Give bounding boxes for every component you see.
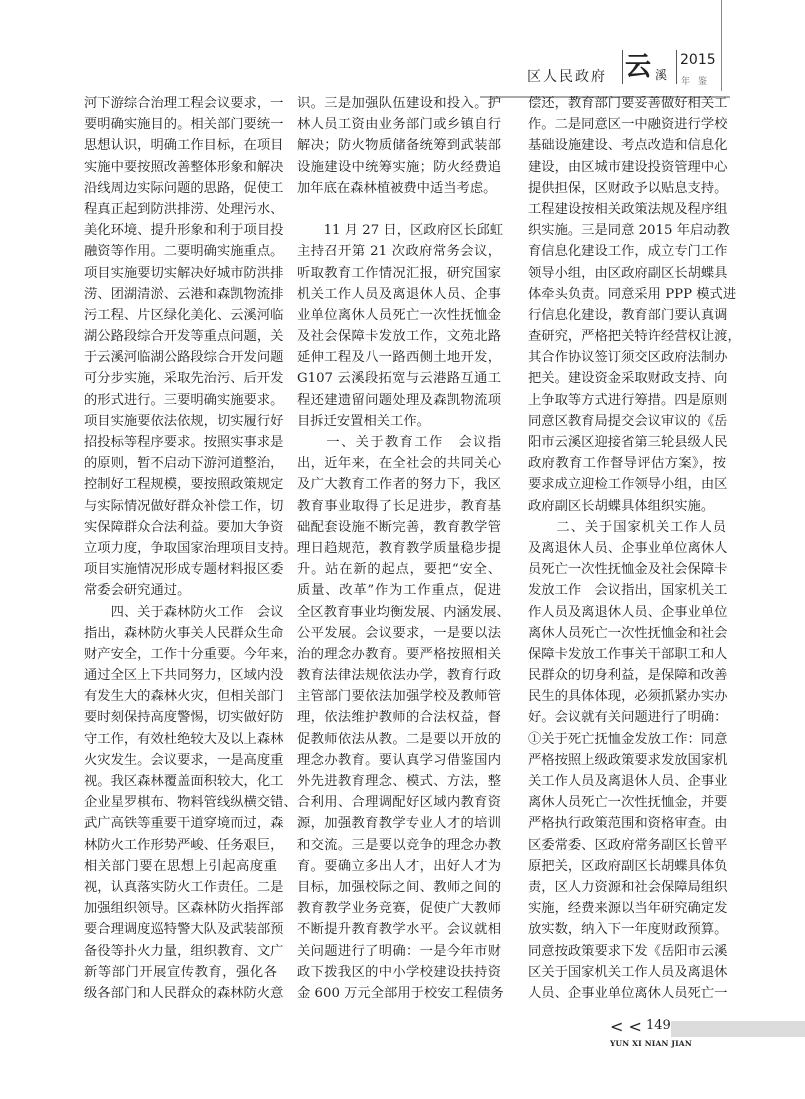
text-line: 加年底在森林植被费中适当考虑。 xyxy=(297,180,497,196)
text-line: 火灾发生。会议要求，一是高度重 xyxy=(84,752,284,768)
text-line: 外先进教育理念、模式、方法，整 xyxy=(297,774,501,789)
text-line: 查研究，严格把关特许经营权让渡， xyxy=(528,329,741,345)
text-line: 和交流。三是要以竞争的理念办教 xyxy=(297,837,501,853)
text-line: 有发生大的森林火灾，但相关部门 xyxy=(84,689,284,705)
text-line: 责，区人力资源和社会保障局组织 xyxy=(528,879,728,895)
text-line: 政下拨我区的中小学校建设扶持资 xyxy=(297,964,501,980)
text-column-1 xyxy=(84,93,297,1004)
text-line: 要时刻保持高度警惕，切实做好防 xyxy=(84,710,284,726)
text-line: 区关于国家机关工作人员及离退休 xyxy=(528,964,728,980)
text-line: 实施中要按照改善整体形象和解决 xyxy=(84,159,284,175)
text-line: 沿线周边实际问题的思路，促使工 xyxy=(84,180,284,196)
text-line: 于云溪河临湖公路段综合开发问题 xyxy=(84,350,284,366)
text-line: 要求成立迎检工作领导小组，由区 xyxy=(528,477,728,493)
logo-xi: 溪 xyxy=(655,68,668,82)
text-line: 及社会保障卡发放工作，文苑北路 xyxy=(297,329,501,345)
text-line: 指出，森林防火事关人民群众生命 xyxy=(84,625,284,641)
text-line: 林人员工资由业务部门或乡镇自行 xyxy=(297,117,501,133)
text-line: 政府副区长胡蝶具体组织实施。 xyxy=(528,498,715,514)
text-line: 源，加强教育教学专业人才的培训 xyxy=(297,816,501,832)
text-line: 设施建设中统筹实施；防火经费追 xyxy=(297,159,501,175)
text-line: 通过全区上下共同努力，区域内没 xyxy=(84,668,284,684)
text-line: 金 600 万元全部用于校安工程债务 xyxy=(297,985,504,1001)
text-line: 民生的具体体现，必须抓紧办实办 xyxy=(528,689,728,705)
text-line: 关问题进行了明确：一是今年市财 xyxy=(297,943,501,959)
text-line: 教育教学业务竞赛，促使广大教师 xyxy=(297,901,501,917)
text-line: 污工程、片区绿化美化、云溪河临 xyxy=(84,307,284,323)
text-line: 武广高铁等重要干道穿境而过，森 xyxy=(84,816,284,832)
text-line: 的原则，暂不启动下游河道整治， xyxy=(84,456,284,472)
text-line: 关工作人员及离退休人员、企事业 xyxy=(528,774,728,789)
text-line: 体牵头负责。同意采用 PPP 模式进 xyxy=(528,286,737,302)
text-line: 融资等作用。二要明确实施重点。 xyxy=(84,244,284,260)
text-line: 同意按政策要求下发《岳阳市云溪 xyxy=(528,943,728,959)
text-line: 政府教育工作督导评估方案》，按 xyxy=(528,456,726,472)
text-line: 全区教育事业均衡发展、内涵发展、 xyxy=(297,604,510,620)
text-line: 11 月 27 日，区政府区长邱虹 xyxy=(297,223,504,239)
text-line: 础配套设施不断完善，教育教学管 xyxy=(297,519,501,535)
text-line: 行信息化建设，教育部门要认真调 xyxy=(528,307,728,323)
text-line: 招投标等程序要求。按照实事求是 xyxy=(84,435,284,450)
logo-divider xyxy=(676,50,677,84)
section-title: 区人民政府 xyxy=(527,69,607,85)
yearbook-year: 2015 xyxy=(680,52,716,68)
text-line: 保障卡发放工作事关干部职工和人 xyxy=(528,646,728,662)
text-line: 其合作协议签订须交区政府法制办 xyxy=(528,350,728,366)
text-line: G107 云溪段拓宽与云港路互通工 xyxy=(297,371,501,387)
text-line: 立项力度，争取国家治理项目支持。 xyxy=(84,540,297,556)
text-line: 涝、团湖清淤、云港和森凯物流排 xyxy=(84,286,284,302)
text-line: 加强组织领导。区森林防火指挥部 xyxy=(84,901,284,917)
text-line: 把关。建设资金采取财政支持、向 xyxy=(528,371,728,387)
text-line: 目标，加强校际之间、教师之间的 xyxy=(297,879,501,895)
text-line: 离休人员死亡一次性抚恤金和社会 xyxy=(528,625,728,641)
text-line: 财产安全，工作十分重要。今年来， xyxy=(84,646,297,662)
text-line: 项目实施要依法依规，切实履行好 xyxy=(84,413,284,429)
text-line: 识。三是加强队伍建设和投入。护 xyxy=(297,96,501,111)
text-line: 出，近年来，在全社会的共同关心 xyxy=(297,456,501,472)
text-line: 领导小组，由区政府副区长胡蝶具 xyxy=(528,265,728,281)
text-line: 离休人员死亡一次性抚恤金，并要 xyxy=(528,795,728,811)
text-line: 备役等扑火力量，组织教育、文广 xyxy=(84,943,284,959)
text-line: 提供担保，区财政予以贴息支持。 xyxy=(528,180,728,196)
text-line: 听取教育工作情况汇报，研究国家 xyxy=(297,265,501,281)
text-line: 项目实施要切实解决好城市防洪排 xyxy=(84,265,284,281)
text-line: 延伸工程及八一路西侧土地开发， xyxy=(297,350,501,366)
text-line: 民群众的切身利益，是保障和改善 xyxy=(528,668,728,684)
text-line: 主持召开第 21 次政府常务会议， xyxy=(297,244,501,260)
text-line: 阳市云溪区迎接省第三轮县级人民 xyxy=(528,435,728,450)
text-line: 可分步实施，采取先治污、后开发 xyxy=(84,371,284,387)
text-line: 程真正起到防洪排涝、处理污水、 xyxy=(84,201,284,217)
text-line: 基础设施建设、考点改造和信息化 xyxy=(528,138,728,154)
text-line: 级各部门和人民群众的森林防火意 xyxy=(84,985,284,1001)
text-line: 实保障群众合法利益。要加大争资 xyxy=(84,519,284,535)
text-line: 控制好工程规模，要按照政策规定 xyxy=(84,477,284,493)
text-line: 主管部门要依法加强学校及教师管 xyxy=(297,689,501,705)
text-line: 理日趋规范，教育教学质量稳步提 xyxy=(297,540,501,556)
text-line: 新等部门开展宣传教育，强化各 xyxy=(84,964,277,980)
text-line: 理念办教育。要认真学习借鉴国内 xyxy=(297,752,501,768)
text-column-2 xyxy=(297,93,510,1004)
text-line: 与实际情况做好群众补偿工作，切 xyxy=(84,498,284,514)
text-column-3 xyxy=(528,93,741,1004)
text-line: 企业星罗棋布、物料管线纵横交错、 xyxy=(84,795,297,811)
footer-bar xyxy=(671,1021,805,1037)
text-line: 程还建遗留问题处理及森凯物流项 xyxy=(297,392,501,408)
header-vertical-rule xyxy=(721,0,722,91)
logo-yun: 云 xyxy=(625,52,652,82)
text-line: 人员、企事业单位离休人员死亡一 xyxy=(528,985,728,1001)
text-line: 思想认识，明确工作目标，在项目 xyxy=(84,138,284,154)
text-line: 业单位离休人员死亡一次性抚恤金 xyxy=(297,307,501,323)
text-line: 工程建设按相关政策法规及程序组 xyxy=(528,201,728,217)
text-line: 治的理念办教育。要严格按照相关 xyxy=(297,646,501,662)
text-line: 育。要确立多出人才，出好人才为 xyxy=(297,858,501,874)
text-line: ①关于死亡抚恤金发放工作：同意 xyxy=(528,731,728,747)
text-line: 同意区教育局提交会议审议的《岳 xyxy=(528,413,728,429)
text-line: 升。站在新的起点，要把“安全、 xyxy=(297,562,501,578)
text-line: 放实数，纳入下一年度财政预算。 xyxy=(528,922,728,938)
text-line: 偿还，教育部门要妥善做好相关工 xyxy=(528,96,728,111)
text-line: 区委常委、区政府常务副区长曾平 xyxy=(528,837,728,853)
text-line: 视，认真落实防火工作责任。二是 xyxy=(84,879,284,895)
text-line: 织实施。三是同意 2015 年启动教 xyxy=(528,223,730,239)
text-line: 严格执行政策范围和资格审查。由 xyxy=(528,816,728,832)
text-line: 守工作，有效杜绝较大及以上森林 xyxy=(84,731,284,747)
text-line: 及广大教育工作者的努力下，我区 xyxy=(297,477,501,493)
text-line: 原把关，区政府副区长胡蝶具体负 xyxy=(528,858,728,874)
text-line: 项目实施情况形成专题材料报区委 xyxy=(84,562,284,578)
text-line: 好。会议就有关问题进行了明确： xyxy=(528,710,728,726)
text-line: 严格按照上级政策要求发放国家机 xyxy=(528,752,728,768)
text-line: 机关工作人员及离退休人员、企事 xyxy=(297,286,501,302)
text-line: 质量、改革”作为工作重点，促进 xyxy=(297,583,501,599)
text-line: 员死亡一次性抚恤金及社会保障卡 xyxy=(528,562,728,578)
text-line xyxy=(297,199,501,220)
text-line: 河下游综合治理工程会议要求，一 xyxy=(84,96,284,111)
text-line: 要合理调度巡特警大队及武装部预 xyxy=(84,922,284,938)
text-line: 理，依法维护教师的合法权益，督 xyxy=(297,710,501,726)
text-line: 育信息化建设工作，成立专门工作 xyxy=(528,244,728,260)
text-line: 促教师依法从教。二是要以开放的 xyxy=(297,731,501,747)
text-line: 一、关于教育工作 会议指 xyxy=(297,435,501,450)
page-arrows: < < xyxy=(610,1017,642,1036)
text-line: 相关部门要在思想上引起高度重 xyxy=(84,858,277,874)
text-line: 解决；防火物质储备统筹到武装部 xyxy=(297,138,501,154)
yearbook-label: 年鉴 xyxy=(681,77,716,87)
text-line: 作。二是同意区一中融资进行学校 xyxy=(528,117,728,133)
text-line: 教育事业取得了长足进步，教育基 xyxy=(297,498,501,514)
text-line: 要明确实施目的。相关部门要统一 xyxy=(84,117,284,133)
text-line: 建设，由区城市建设投资管理中心 xyxy=(528,159,728,175)
text-line: 公平发展。会议要求，一是要以法 xyxy=(297,625,501,641)
text-line: 作人员及离退休人员、企事业单位 xyxy=(528,604,728,620)
text-line: 的形式进行。三要明确实施要求。 xyxy=(84,392,284,408)
text-line: 二、关于国家机关工作人员 xyxy=(528,519,726,535)
text-line: 视。我区森林覆盖面积较大，化工 xyxy=(84,774,284,789)
text-line: 湖公路段综合开发等重点问题，关 xyxy=(84,329,284,345)
text-line: 四、关于森林防火工作 会议 xyxy=(84,604,284,620)
text-line: 上争取等方式进行筹措。四是原则 xyxy=(528,392,728,408)
text-line: 林防火工作形势严峻、任务艰巨， xyxy=(84,837,284,853)
text-line: 目拆迁安置相关工作。 xyxy=(297,413,430,429)
page-number: 149 xyxy=(646,1018,671,1033)
text-line: 实施，经费来源以当年研究确定发 xyxy=(528,901,728,917)
text-line: 教育法律法规依法办学，教育行政 xyxy=(297,668,501,684)
text-line: 美化环境、提升形象和利于项目投 xyxy=(84,223,284,239)
text-line: 发放工作 会议指出，国家机关工 xyxy=(528,583,728,599)
footer-subtitle: YUN XI NIAN JIAN xyxy=(610,1039,692,1048)
text-line: 不断提升教育教学水平。会议就相 xyxy=(297,922,501,938)
text-line: 常委会研究通过。 xyxy=(84,583,191,599)
text-line: 及离退休人员、企事业单位离休人 xyxy=(528,540,728,556)
logo-divider xyxy=(622,50,623,84)
text-line: 合利用、合理调配好区域内教育资 xyxy=(297,795,501,811)
